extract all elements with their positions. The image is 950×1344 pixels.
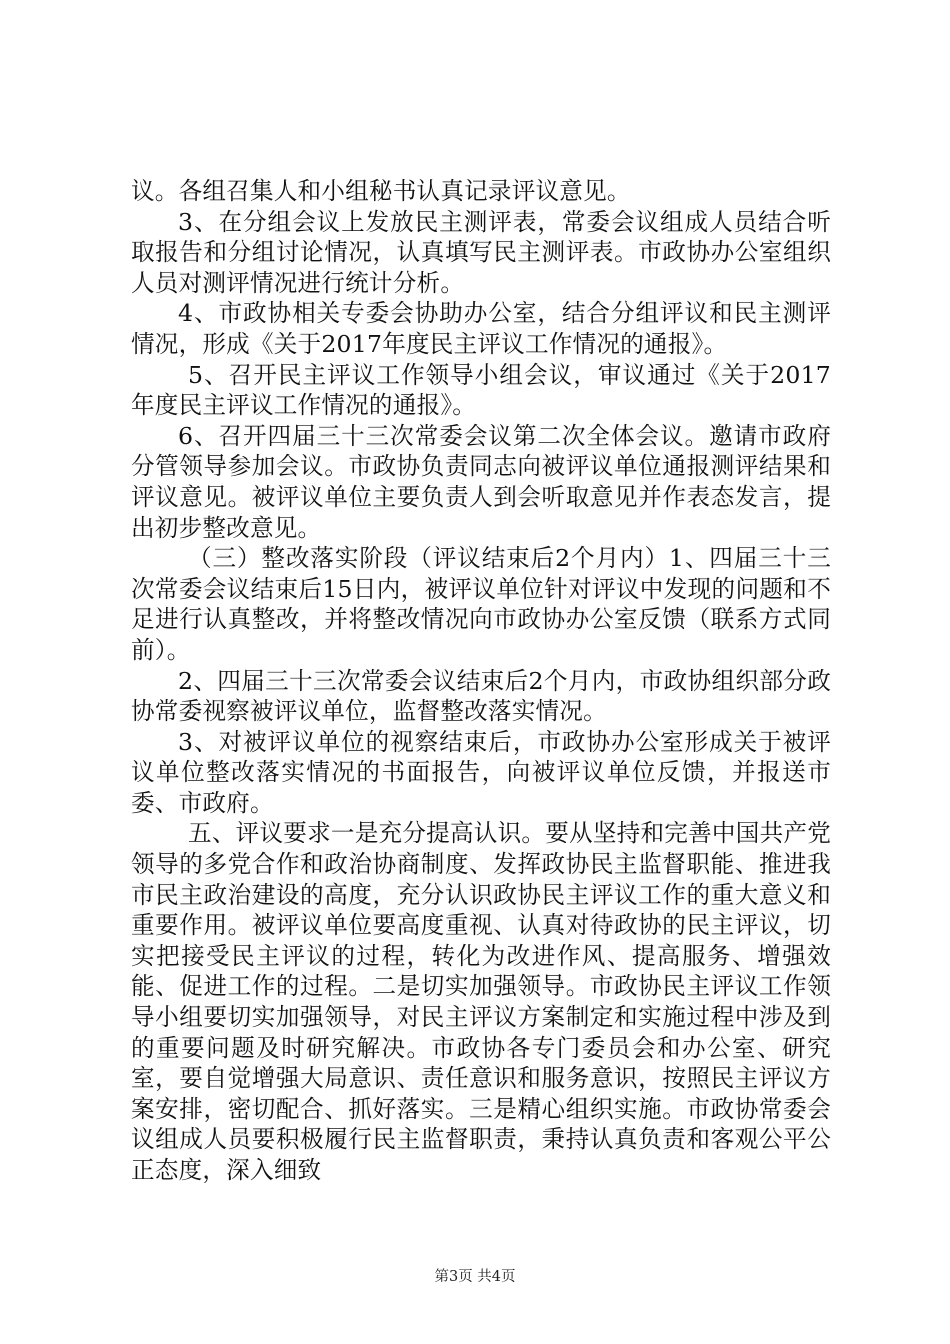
paragraph-step-6: 6、召开四届三十三次常委会议第二次全体会议。邀请市政府分管领导参加会议。市政协负责同志向被评议单位通报测评结果和评议意见。被评议单位主要负责人到会听取意见并作表态发言，提出初步整改意见。 — [131, 421, 831, 542]
page-number-label: 第3页 共4页 — [434, 1269, 516, 1285]
paragraph-rectification-step-2: 2、四届三十三次常委会议结束后2个月内，市政协组织部分政协常委视察被评议单位，监督整改落实情况。 — [131, 666, 831, 726]
document-body — [131, 176, 831, 1186]
paragraph-step-5: 5、召开民主评议工作领导小组会议，审议通过《关于2017年度民主评议工作情况的通报》。 — [131, 360, 831, 420]
paragraph-rectification-step-3: 3、对被评议单位的视察结束后，市政协办公室形成关于被评议单位整改落实情况的书面报告，向被评议单位反馈，并报送市委、市政府。 — [131, 727, 831, 817]
paragraph-requirements: 五、评议要求一是充分提高认识。要从坚持和完善中国共产党领导的多党合作和政治协商制度、发挥政协民主监督职能、推进我市民主政治建设的高度，充分认识政协民主评议工作的重大意义和重要作用。被评议单位要高度重视、认真对待政协的民主评议，切实把接受民主评议的过程，转化为改进作风、提高服务、增强效能、促进工作的过程。二是切实加强领导。市政协民主评议工作领导小组要切实加强领导，对民主评议方案制定和实施过程中涉及到的重要问题及时研究解决。市政协各专门委员会和办公室、研究室，要自觉增强大局意识、责任意识和服务意识，按照民主评议方案安排，密切配合、抓好落实。三是精心组织实施。市政协常委会议组成人员要积极履行民主监督职责，秉持认真负责和客观公平公正态度，深入细致 — [131, 819, 831, 1184]
paragraph-step-4: 4、市政协相关专委会协助办公室，结合分组评议和民主测评情况，形成《关于2017年度民主评议工作情况的通报》。 — [131, 299, 831, 358]
page-footer — [0, 1265, 950, 1286]
paragraph-step-3: 3、在分组会议上发放民主测评表，常委会议组成人员结合听取报告和分组讨论情况，认真填写民主测评表。市政协办公室组织人员对测评情况进行统计分析。 — [131, 207, 831, 297]
paragraph-continuation: 议。各组召集人和小组秘书认真记录评议意见。 — [131, 177, 631, 205]
paragraph-rectification-stage: （三）整改落实阶段（评议结束后2个月内）1、四届三十三次常委会议结束后15日内，被评议单位针对评议中发现的问题和不足进行认真整改，并将整改情况向市政协办公室反馈（联系方式同前）。 — [131, 544, 831, 664]
